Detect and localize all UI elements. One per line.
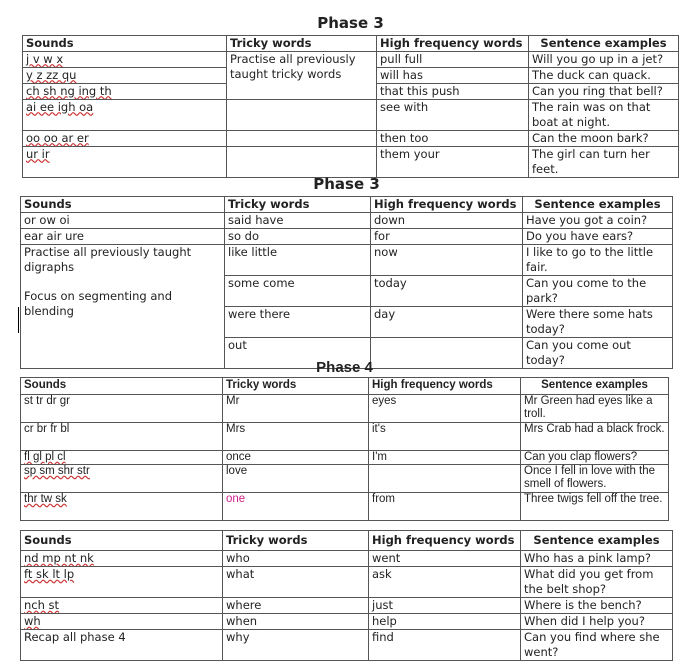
sentence-cell: Can you clap flowers?: [521, 451, 669, 465]
sounds-cell: Recap all phase 4: [21, 630, 223, 661]
hf-words-cell: will has: [377, 67, 529, 83]
sounds-cell: ch sh ng ing th: [26, 83, 112, 98]
tricky-words-cell: [227, 146, 377, 177]
hf-words-cell: just: [369, 598, 521, 614]
tricky-words-cell: some come: [225, 275, 371, 306]
header-high-frequency-words: High frequency words: [369, 531, 521, 551]
tricky-words-cell: what: [223, 567, 369, 598]
sounds-note: Practise all previously taught digraphs: [24, 244, 192, 274]
text-cursor: [18, 307, 19, 333]
sentence-cell: Will you go up in a jet?: [529, 51, 679, 67]
hf-words-cell: that this push: [377, 83, 529, 99]
sentence-cell: Can you come to the park?: [523, 275, 673, 306]
hf-words-cell: help: [369, 614, 521, 630]
hf-words-cell: them your: [377, 146, 529, 177]
hf-words-cell: day: [371, 306, 523, 337]
header-sentence-examples: Sentence examples: [529, 35, 679, 51]
hf-words-cell: from: [369, 493, 521, 521]
header-sentence-examples: Sentence examples: [523, 196, 673, 212]
table-title: Phase 4: [316, 359, 373, 376]
sentence-cell: The girl can turn her feet.: [529, 146, 679, 177]
sentence-cell: The rain was on that boat at night.: [529, 99, 679, 130]
hf-words-cell: it's: [369, 423, 521, 451]
sentence-cell: Mrs Crab had a black frock.: [521, 423, 669, 451]
sounds-cell: nd mp nt nk: [24, 551, 94, 565]
hf-words-cell: down: [371, 212, 523, 228]
hf-words-cell: find: [369, 630, 521, 661]
phase4-table-1: [20, 358, 669, 521]
tricky-words-cell: where: [223, 598, 369, 614]
hf-words-cell: ask: [369, 567, 521, 598]
header-sounds: Sounds: [23, 35, 227, 51]
sounds-cell: j v w x: [26, 51, 64, 66]
sounds-cell: ear air ure: [24, 228, 84, 243]
sentence-cell: Can you find where she went?: [521, 630, 673, 661]
sounds-cell: cr br fr bl: [21, 423, 223, 451]
tricky-words-cell: Practise all previously taught tricky words: [227, 51, 377, 99]
tricky-words-cell: one: [223, 493, 369, 521]
sentence-cell: Who has a pink lamp?: [521, 551, 673, 567]
hf-words-cell: for: [371, 228, 523, 244]
tricky-words-cell: Mrs: [223, 423, 369, 451]
table-row: [21, 567, 673, 598]
header-sounds: Sounds: [21, 531, 223, 551]
sentence-cell: Where is the bench?: [521, 598, 673, 614]
table-row: [23, 51, 679, 67]
sounds-notes-cell: [21, 244, 225, 368]
sounds-cell: or ow oi: [21, 212, 225, 228]
table-title: Phase 3: [313, 175, 380, 193]
header-high-frequency-words: High frequency words: [371, 196, 523, 212]
tricky-words-cell: out: [225, 337, 371, 368]
phase3-table-1: [22, 14, 679, 178]
sounds-cell: fl gl pl cl: [24, 451, 66, 463]
sounds-cell: ft sk lt lp: [24, 567, 75, 581]
hf-words-cell: [369, 465, 521, 493]
table-row: [23, 146, 679, 177]
sounds-note: Focus on segmenting and blending: [24, 288, 172, 318]
tricky-words-cell: love: [223, 465, 369, 493]
hf-words-cell: went: [369, 551, 521, 567]
table-row: [21, 630, 673, 661]
header-tricky-words: Tricky words: [223, 531, 369, 551]
table-row: [21, 465, 669, 493]
tricky-words-cell: said have: [225, 212, 371, 228]
table-row: [21, 212, 673, 228]
tricky-words-cell: who: [223, 551, 369, 567]
header-sentence-examples: Sentence examples: [521, 531, 673, 551]
sounds-cell: nch st: [24, 598, 60, 612]
sounds-cell: thr tw sk: [24, 493, 67, 505]
hf-words-cell: today: [371, 275, 523, 306]
tricky-words-cell: why: [223, 630, 369, 661]
sentence-cell: When did I help you?: [521, 614, 673, 630]
table-row: [21, 493, 669, 521]
hf-words-cell: see with: [377, 99, 529, 130]
sentence-cell: Mr Green had eyes like a troll.: [521, 395, 669, 423]
hf-words-cell: then too: [377, 130, 529, 146]
sounds-cell: y z zz qu: [26, 67, 77, 82]
table-row: [23, 130, 679, 146]
phase4-table-2: [20, 530, 673, 661]
sentence-cell: Have you got a coin?: [523, 212, 673, 228]
sentence-cell: Once I fell in love with the smell of flowers.: [521, 465, 669, 493]
sounds-cell: wh: [24, 614, 41, 628]
header-sounds: Sounds: [21, 196, 225, 212]
tricky-words-cell: like little: [225, 244, 371, 275]
sentence-cell: Do you have ears?: [523, 228, 673, 244]
sounds-cell: oo oo ar er: [26, 130, 89, 145]
sentence-cell: I like to go to the little fair.: [523, 244, 673, 275]
table-row: [21, 423, 669, 451]
sounds-cell: ur ir: [26, 146, 50, 161]
sentence-cell: Can the moon bark?: [529, 130, 679, 146]
tricky-words-cell: Mr: [223, 395, 369, 423]
sentence-cell: Can you come out today?: [523, 337, 673, 368]
sounds-cell: ai ee igh oa: [26, 99, 94, 114]
sentence-cell: Can you ring that bell?: [529, 83, 679, 99]
header-sentence-examples: Sentence examples: [521, 378, 669, 395]
header-high-frequency-words: High frequency words: [369, 378, 521, 395]
header-tricky-words: Tricky words: [225, 196, 371, 212]
table-row: [21, 614, 673, 630]
header-high-frequency-words: High frequency words: [377, 35, 529, 51]
tricky-words-cell: when: [223, 614, 369, 630]
phase3-table-2: [20, 175, 673, 369]
table-row: [21, 228, 673, 244]
table-row: [21, 395, 669, 423]
table-row: [21, 551, 673, 567]
sentence-cell: Were there some hats today?: [523, 306, 673, 337]
table-row: [23, 99, 679, 130]
sentence-cell: What did you get from the belt shop?: [521, 567, 673, 598]
table-row: [21, 451, 669, 465]
tricky-words-cell: so do: [225, 228, 371, 244]
sounds-cell: sp sm shr str: [24, 465, 90, 477]
sentence-cell: The duck can quack.: [529, 67, 679, 83]
table-title: Phase 3: [317, 14, 384, 32]
tricky-words-cell: [227, 99, 377, 130]
hf-words-cell: eyes: [369, 395, 521, 423]
hf-words-cell: now: [371, 244, 523, 275]
hf-words-cell: pull full: [377, 51, 529, 67]
table-row: [21, 598, 673, 614]
sounds-cell: st tr dr gr: [21, 395, 223, 423]
header-tricky-words: Tricky words: [227, 35, 377, 51]
table-row: [21, 244, 673, 275]
header-tricky-words: Tricky words: [223, 378, 369, 395]
hf-words-cell: I'm: [369, 451, 521, 465]
tricky-words-cell: once: [223, 451, 369, 465]
tricky-words-cell: were there: [225, 306, 371, 337]
tricky-words-cell: [227, 130, 377, 146]
sentence-cell: Three twigs fell off the tree.: [521, 493, 669, 521]
header-sounds: Sounds: [21, 378, 223, 395]
